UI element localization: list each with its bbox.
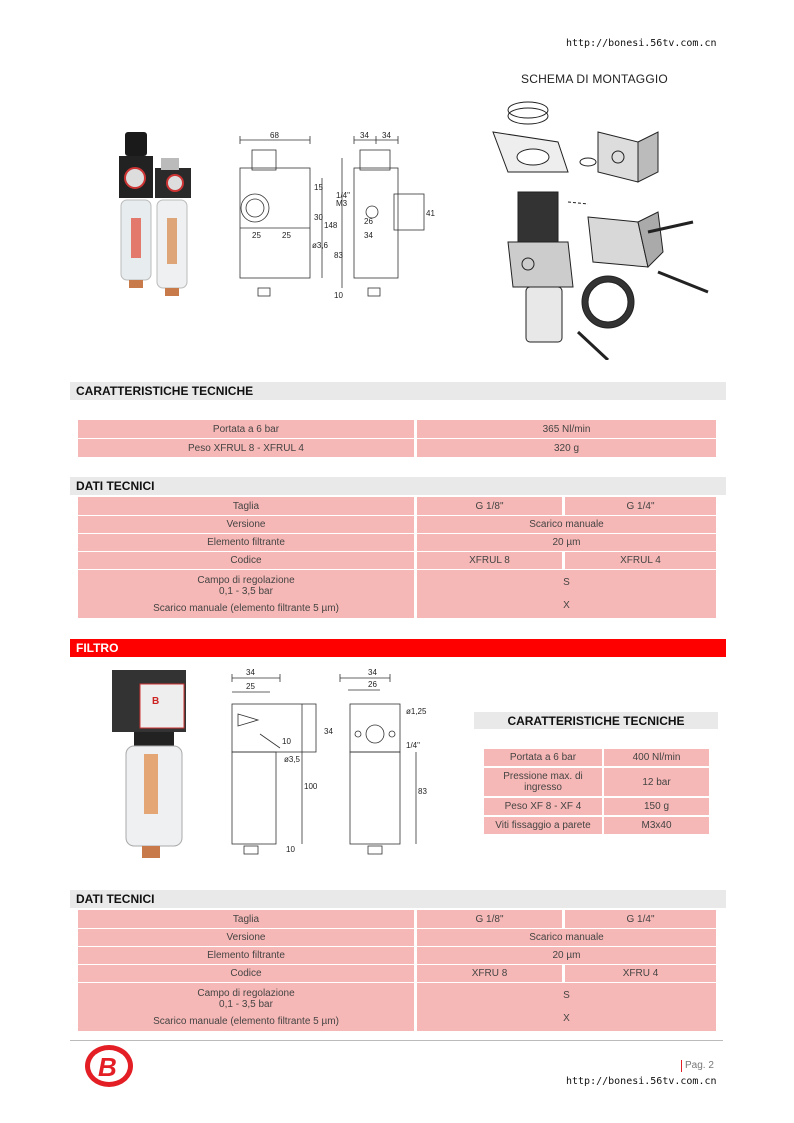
filtro-codice-b: XFRU 4: [565, 965, 716, 982]
filtro-versione-value: Scarico manuale: [417, 929, 716, 946]
frl-tech-header: DATI TECNICI: [70, 477, 726, 495]
filtro-dim-83: 83: [418, 787, 427, 796]
filtro-dim-25: 25: [246, 682, 255, 691]
filtro-dim-34b: 34: [368, 668, 377, 677]
assembly-diagram: [488, 92, 713, 360]
filtro-dim-10a: 10: [282, 737, 291, 746]
filtro-taglia-b: G 1/4": [565, 910, 716, 928]
frl-taglia-label: Taglia: [78, 497, 414, 515]
frl-elemento-label: Elemento filtrante: [78, 534, 414, 551]
filtro-product-photo: [104, 664, 192, 864]
filtro-char-label-1: Pressione max. di ingresso: [484, 768, 602, 796]
frl-dim-15: 15: [314, 183, 323, 192]
filtro-dim-phi: ø3,5: [284, 755, 301, 764]
filtro-dim-100: 100: [304, 782, 318, 791]
filtro-dim-26: 26: [368, 680, 377, 689]
frl-char-value-1: 320 g: [417, 439, 716, 457]
filtro-elemento-value: 20 µm: [417, 947, 716, 964]
frl-char-header: CARATTERISTICHE TECNICHE: [70, 382, 726, 400]
frl-dim-148: 148: [324, 221, 338, 230]
frl-char-label-0: Portata a 6 bar: [78, 420, 414, 438]
frl-dim-34a: 34: [360, 131, 369, 140]
filtro-dim-10b: 10: [286, 845, 295, 854]
footer-divider: [70, 1040, 723, 1041]
frl-codice-b: XFRUL 4: [565, 552, 716, 569]
svg-text:B: B: [152, 696, 160, 707]
frl-dim-34c: 34: [364, 231, 373, 240]
filtro-taglia-label: Taglia: [78, 910, 414, 928]
page-marker: [681, 1060, 682, 1072]
filtro-char-value-2: 150 g: [604, 798, 709, 815]
frl-campo-value: S X: [417, 570, 716, 618]
frl-dim-41: 41: [426, 209, 435, 218]
frl-dim-34b: 34: [382, 131, 391, 140]
filtro-dim-phi125: ø1,25: [406, 707, 427, 716]
frl-versione-value: Scarico manuale: [417, 516, 716, 533]
filtro-header: FILTRO: [70, 639, 726, 657]
frl-char-label-1: Peso XFRUL 8 - XFRUL 4: [78, 439, 414, 457]
frl-product-photo: [105, 128, 205, 310]
filtro-campo-value: S X: [417, 983, 716, 1031]
header-url[interactable]: http://bonesi.56tv.com.cn: [566, 38, 717, 49]
filtro-char-label-0: Portata a 6 bar: [484, 749, 602, 766]
filtro-char-value-0: 400 Nl/min: [604, 749, 709, 766]
filtro-campo-label: Campo di regolazione 0,1 - 3,5 bar Scarico manuale (elemento filtrante 5 µm): [78, 983, 414, 1031]
filtro-codice-a: XFRU 8: [417, 965, 562, 982]
filtro-technical-drawing: [220, 664, 440, 864]
svg-text:B: B: [98, 1052, 117, 1082]
frl-taglia-b: G 1/4": [565, 497, 716, 515]
bonesi-logo: [84, 1044, 134, 1088]
frl-dim-26: 26: [364, 217, 373, 226]
schema-title: SCHEMA DI MONTAGGIO: [521, 72, 668, 86]
frl-dim-25b: 25: [282, 231, 291, 240]
frl-dim-25a: 25: [252, 231, 261, 240]
filtro-elemento-label: Elemento filtrante: [78, 947, 414, 964]
frl-technical-drawing: [222, 128, 442, 303]
frl-versione-label: Versione: [78, 516, 414, 533]
filtro-char-label-3: Viti fissaggio a parete: [484, 817, 602, 834]
frl-codice-a: XFRUL 8: [417, 552, 562, 569]
frl-taglia-a: G 1/8": [417, 497, 562, 515]
footer-url[interactable]: http://bonesi.56tv.com.cn: [566, 1076, 717, 1087]
frl-dim-m3: M3: [336, 199, 348, 208]
filtro-char-value-3: M3x40: [604, 817, 709, 834]
page-number: Pag. 2: [685, 1060, 714, 1071]
frl-dim-phi: ø3,6: [312, 241, 329, 250]
frl-dim-10: 10: [334, 291, 343, 300]
filtro-dim-34c: 34: [324, 727, 333, 736]
frl-dim-83: 83: [334, 251, 343, 260]
frl-campo-label: Campo di regolazione 0,1 - 3,5 bar Scarico manuale (elemento filtrante 5 µm): [78, 570, 414, 618]
filtro-versione-label: Versione: [78, 929, 414, 946]
filtro-tech-header: DATI TECNICI: [70, 890, 726, 908]
frl-dim-30: 30: [314, 213, 323, 222]
filtro-char-value-1: 12 bar: [604, 768, 709, 796]
filtro-dim-34a: 34: [246, 668, 255, 677]
filtro-char-header: CARATTERISTICHE TECNICHE: [474, 712, 718, 729]
frl-dim-68: 68: [270, 131, 279, 140]
filtro-dim-quarter: 1/4": [406, 741, 420, 750]
filtro-char-label-2: Peso XF 8 - XF 4: [484, 798, 602, 815]
filtro-codice-label: Codice: [78, 965, 414, 982]
frl-codice-label: Codice: [78, 552, 414, 569]
filtro-taglia-a: G 1/8": [417, 910, 562, 928]
frl-char-value-0: 365 Nl/min: [417, 420, 716, 438]
frl-dim-quarter: 1/4": [336, 191, 350, 200]
frl-elemento-value: 20 µm: [417, 534, 716, 551]
